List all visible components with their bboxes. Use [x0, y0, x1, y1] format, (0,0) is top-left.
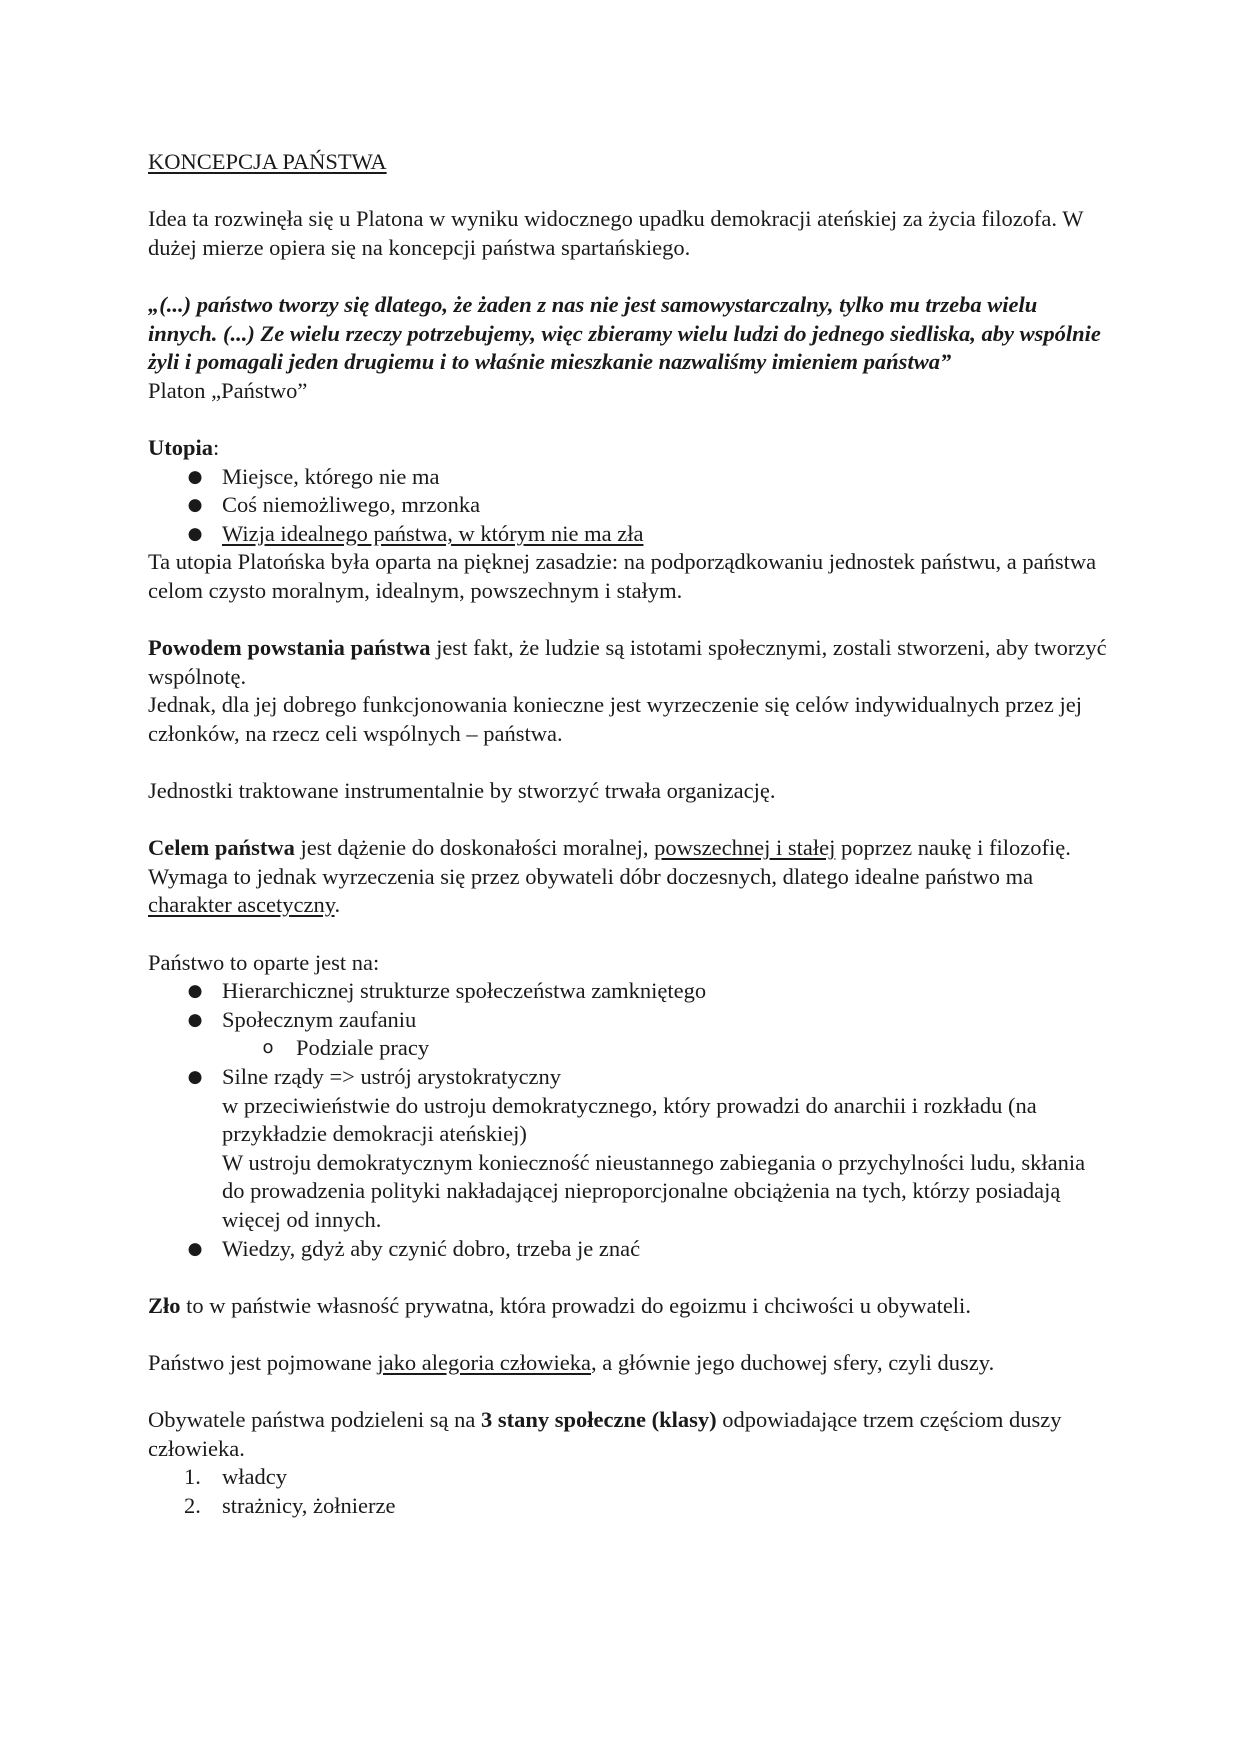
utopia-summary: Ta utopia Platońska była oparta na pięknej zasadzie: na podporządkowaniu jednostek państwu, a państwa celom czysto moralnym, idealnym, powszechnym i stałym.	[148, 549, 1097, 603]
evil-paragraph	[148, 1292, 1108, 1321]
allegory-underline: jako alegoria człowieka	[377, 1349, 591, 1375]
bullet-icon: ●	[187, 1067, 203, 1087]
utopia-list	[148, 463, 1108, 549]
bullet-icon: ●	[187, 981, 203, 1002]
allegory-text-2: , a głównie jego duchowej sfery, czyli duszy.	[591, 1349, 995, 1375]
list-item	[148, 977, 1108, 1006]
list-item-text: Silne rządy => ustrój arystokratyczny	[222, 1064, 562, 1089]
bullet-icon: ●	[187, 523, 203, 544]
based-intro: Państwo to oparte jest na:	[148, 949, 380, 975]
list-item-text: władcy	[222, 1464, 287, 1490]
reason-paragraph	[148, 634, 1108, 691]
utopia-heading	[148, 434, 1108, 463]
reason-rest: jest fakt, że ludzie są istotami społecznymi, zostali stworzeni, aby tworzyć wspólnotę.	[148, 635, 1107, 689]
sub-list-item-text: Podziale pracy	[296, 1035, 430, 1061]
list-item	[148, 1063, 1108, 1235]
classes-text-1: Obywatele państwa podzieleni są na	[148, 1407, 482, 1433]
title-text: KONCEPCJA PAŃSTWA	[148, 149, 387, 174]
goal-text-3: .	[334, 892, 341, 918]
intro-paragraph: Idea ta rozwinęła się u Platona w wyniku widocznego upadku demokracji ateńskiej za życia filozofa. W dużej mierze opiera się na koncepcji państwa spartańskiego.	[148, 206, 1084, 260]
list-item-continuation: W ustroju demokratycznym konieczność nieustannego zabiegania o przychylności ludu, skłania do prowadzenia polityki nakładającej nieproporcjonalne obciążenia na tych, którzy posiadają więcej od innych.	[222, 1149, 1086, 1232]
evil-bold: Zło	[148, 1292, 181, 1318]
bullet-icon: ●	[187, 466, 203, 487]
list-item-text: Miejsce, którego nie ma	[222, 463, 440, 489]
classes-list	[148, 1463, 1108, 1520]
document-title	[148, 148, 1108, 177]
circle-bullet-icon: o	[262, 1037, 274, 1059]
list-item-text: Wizja idealnego państwa, w którym nie ma zła	[222, 520, 644, 546]
utopia-heading-text: Utopia	[148, 434, 214, 460]
list-item-text: strażnicy, żołnierze	[222, 1492, 396, 1518]
list-number: 2.	[184, 1492, 201, 1518]
list-item-text: Wiedzy, gdyż aby czynić dobro, trzeba je znać	[222, 1235, 641, 1261]
individuals-paragraph: Jednostki traktowane instrumentalnie by stworzyć trwała organizację.	[148, 778, 776, 804]
list-number: 1.	[184, 1464, 201, 1490]
evil-rest: to w państwie własność prywatna, która prowadzi do egoizmu i chciwości u obywateli.	[180, 1292, 971, 1318]
quote-source: Platon „Państwo”	[148, 377, 308, 403]
classes-paragraph	[148, 1406, 1108, 1463]
utopia-heading-colon: :	[213, 434, 220, 460]
list-item	[148, 491, 1108, 520]
list-item	[148, 463, 1108, 492]
goal-text-2: poprzez naukę i filozofię. Wymaga to jednak wyrzeczenia się przez obywateli dóbr doczesnych, dlatego idealne państwo ma	[148, 835, 1071, 889]
goal-underline-2: charakter ascetyczny	[148, 892, 335, 918]
list-item-continuation: w przeciwieństwie do ustroju demokratycznego, który prowadzi do anarchii i rozkładu (na przykładzie demokracji ateńskiej)	[222, 1092, 1037, 1147]
goal-text-1: jest dążenie do doskonałości moralnej,	[294, 835, 655, 861]
list-item-text: Hierarchicznej strukturze społeczeństwa zamkniętego	[222, 978, 707, 1004]
allegory-text-1: Państwo jest pojmowane	[148, 1349, 378, 1375]
bullet-icon: ●	[187, 1238, 203, 1259]
document-body	[148, 148, 1108, 1521]
plato-quote: „(...) państwo tworzy się dlatego, że żaden z nas nie jest samowystarczalny, tylko mu trzeba wielu innych. (...) Ze wielu rzeczy potrzebujemy, więc zbieramy wielu ludzi do jednego siedliska, aby wspólnie żyli i pomagali jeden drugiemu i to właśnie mieszkanie nazwaliśmy imieniem państwa”	[148, 291, 1101, 375]
list-item-text: Coś niemożliwego, mrzonka	[222, 492, 481, 518]
goal-bold: Celem państwa	[148, 835, 295, 861]
goal-underline-1: powszechnej i stałej	[654, 835, 836, 861]
goal-paragraph	[148, 834, 1108, 920]
bullet-icon: ●	[187, 495, 203, 516]
allegory-paragraph	[148, 1349, 1108, 1378]
bullet-icon: ●	[187, 1009, 203, 1030]
reason-paragraph-2: Jednak, dla jej dobrego funkcjonowania konieczne jest wyrzeczenie się celów indywidualnych przez jej członków, na rzecz celi wspólnych – państwa.	[148, 692, 1083, 746]
based-list	[148, 977, 1108, 1263]
list-item	[148, 1006, 1108, 1035]
list-item	[148, 1235, 1108, 1264]
classes-text-2: odpowiadające trzem częściom duszy człowieka.	[148, 1407, 1062, 1461]
list-item	[148, 1463, 1108, 1492]
sub-list-item	[148, 1034, 1108, 1063]
reason-bold: Powodem powstania państwa	[148, 635, 431, 661]
list-item	[148, 1492, 1108, 1521]
list-item	[148, 520, 1108, 549]
list-item-text: Społecznym zaufaniu	[222, 1006, 417, 1032]
classes-bold: 3 stany społeczne (klasy)	[481, 1407, 717, 1433]
